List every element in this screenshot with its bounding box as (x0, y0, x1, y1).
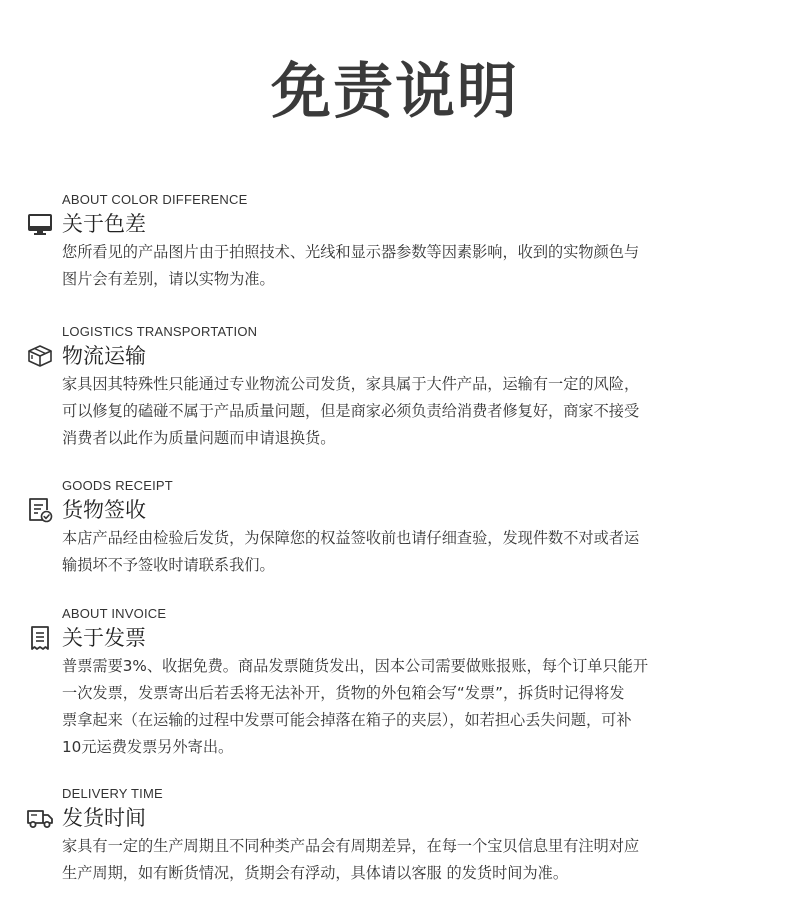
body-line: 家具有一定的生产周期且不同种类产品会有周期差异，在每一个宝贝信息里有注明对应 (62, 837, 640, 855)
delivery-truck-icon (26, 804, 54, 832)
section-title: 发货时间 (62, 806, 146, 830)
section-header (26, 623, 146, 653)
section-header (26, 209, 146, 239)
body-line: 本店产品经由检验后发货，为保障您的权益签收前也请仔细查验，发现件数不对或者运 (62, 529, 640, 547)
body-line: 一次发票，发票寄出后若丢将无法补开，货物的外包箱会写“发票”，拆货时记得将发 (62, 684, 625, 702)
monitor-icon (26, 210, 54, 238)
body-line: 家具因其特殊性只能通过专业物流公司发货，家具属于大件产品，运输有一定的风险， (62, 375, 640, 393)
section-body (62, 239, 748, 293)
section-subtitle-en: GOODS RECEIPT (62, 478, 173, 493)
body-line: 10元运费发票另外寄出。 (62, 738, 234, 756)
section-title: 关于发票 (62, 626, 146, 650)
section-header (26, 803, 146, 833)
section-subtitle-en: ABOUT INVOICE (62, 606, 167, 621)
body-line: 您所看见的产品图片由于拍照技术、光线和显示器参数等因素影响，收到的实物颜色与 (62, 243, 640, 261)
body-line: 普票需要3%、收据免费。商品发票随货发出，因本公司需要做账报账，每个订单只能开 (62, 657, 649, 675)
invoice-icon (26, 624, 54, 652)
body-line: 可以修复的磕碰不属于产品质量问题，但是商家必须负责给消费者修复好，商家不接受 (62, 402, 640, 420)
section-subtitle-en: DELIVERY TIME (62, 786, 163, 801)
section-title: 关于色差 (62, 212, 146, 236)
section-subtitle-en: LOGISTICS TRANSPORTATION (62, 324, 258, 339)
section-title: 物流运输 (62, 344, 146, 368)
section-body (62, 371, 748, 452)
body-line: 输损坏不予签收时请联系我们。 (62, 556, 275, 574)
body-line: 图片会有差别，请以实物为准。 (62, 270, 275, 288)
section-body (62, 833, 748, 887)
body-line: 票拿起来（在运输的过程中发票可能会掉落在箱子的夹层），如若担心丢失问题，可补 (62, 711, 632, 729)
section-body (62, 653, 748, 761)
body-line: 生产周期，如有断货情况，货期会有浮动，具体请以客服 的发货时间为准。 (62, 864, 569, 882)
section-body (62, 525, 748, 579)
receipt-check-icon (26, 496, 54, 524)
body-line: 消费者以此作为质量问题而申请退换货。 (62, 429, 336, 447)
section-header (26, 341, 146, 371)
package-box-icon (26, 342, 54, 370)
page-title: 免责说明 (271, 57, 519, 127)
section-header (26, 495, 146, 525)
section-title: 货物签收 (62, 498, 146, 522)
section-subtitle-en: ABOUT COLOR DIFFERENCE (62, 192, 248, 207)
